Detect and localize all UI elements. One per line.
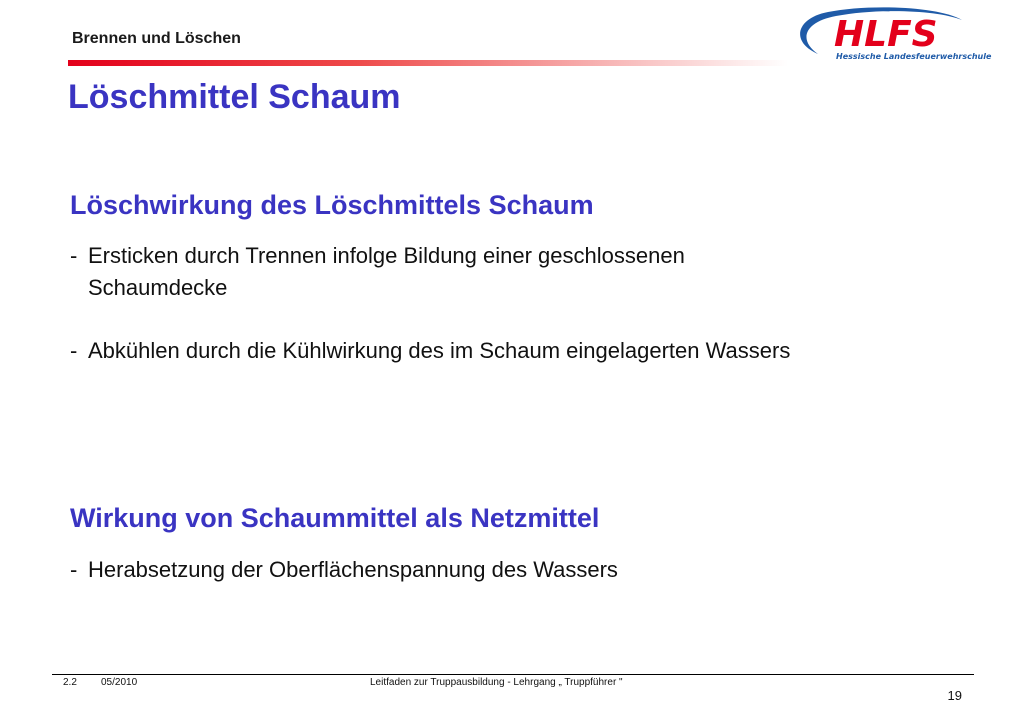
bullet-item bbox=[70, 554, 950, 586]
header-accent-bar bbox=[68, 60, 788, 66]
footer-course: Leitfaden zur Truppausbildung - Lehrgang „ Truppführer " bbox=[370, 677, 623, 688]
bullet-item bbox=[70, 240, 950, 304]
page-title: Löschmittel Schaum bbox=[68, 78, 401, 116]
section-heading-loeschwirkung: Löschwirkung des Löschmittels Schaum bbox=[70, 190, 594, 220]
bullet-text: Ersticken durch Trennen infolge Bildung einer geschlossenen Schaumdecke bbox=[88, 243, 685, 300]
bullet-marker: - bbox=[70, 338, 78, 363]
footer-date: 05/2010 bbox=[101, 677, 138, 688]
footer-divider bbox=[52, 674, 974, 675]
header-topic: Brennen und Löschen bbox=[72, 30, 241, 47]
logo-subtitle: Hessische Landesfeuerwehrschule bbox=[836, 52, 992, 61]
page-number: 19 bbox=[947, 688, 962, 703]
bullet-marker: - bbox=[70, 557, 78, 582]
section-heading-netzmittel: Wirkung von Schaummittel als Netzmittel bbox=[70, 503, 600, 533]
bullet-item bbox=[70, 335, 950, 367]
bullet-marker: - bbox=[70, 243, 78, 268]
bullet-text: Abkühlen durch die Kühlwirkung des im Schaum eingelagerten Wassers bbox=[88, 338, 791, 363]
hlfs-logo bbox=[788, 4, 992, 64]
footer-chapter: 2.2 bbox=[63, 677, 77, 688]
bullet-text: Herabsetzung der Oberflächenspannung des Wassers bbox=[88, 557, 618, 582]
logo-text: HLFS bbox=[834, 14, 938, 55]
